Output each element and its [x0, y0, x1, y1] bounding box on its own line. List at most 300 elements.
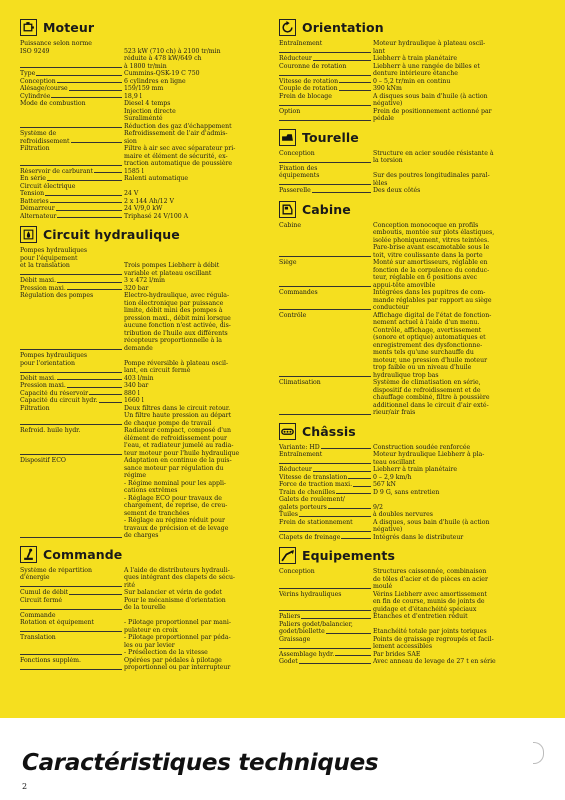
spec-row — [279, 289, 549, 312]
left-column — [20, 18, 276, 677]
engine-icon — [20, 19, 37, 36]
spec-row — [20, 183, 276, 191]
section-orientation — [279, 18, 549, 123]
spec-value: Système de climatisation en série, dispositif de refroidissement et de chauffage combiné, filtre à poussière additionnel dans le circuit d'air exté- rieur/air frais — [373, 379, 490, 416]
spec-value — [124, 40, 276, 48]
spec-row — [279, 93, 549, 108]
spec-label — [20, 397, 124, 405]
spec-label — [279, 451, 373, 466]
spec-row — [20, 382, 276, 390]
spec-value: Structure en acier soudée résistante à la torsion — [373, 149, 494, 164]
spec-value: Trois pompes Liebherr à débit variable et plateau oscillant — [124, 262, 220, 277]
spec-label — [20, 183, 124, 191]
spec-label — [279, 222, 373, 260]
spec-row — [20, 190, 276, 198]
spec-label — [20, 405, 124, 428]
spec-row — [20, 589, 276, 597]
spec-value: Liebherr à une rangée de billes et denture intérieure étanche — [373, 62, 480, 77]
spec-label — [20, 70, 124, 78]
spec-value: 880 l — [124, 389, 140, 397]
spec-value: A l'aide de distributeurs hydrauli- ques intégrant des clapets de sécu- rité — [124, 566, 236, 589]
spec-label-text: Conception — [20, 77, 56, 85]
section-cabine — [279, 200, 549, 417]
spec-value: 340 bar — [124, 382, 149, 389]
spec-value: 2 x 144 Ah/12 V — [124, 197, 174, 205]
spec-label — [279, 519, 373, 534]
spec-label — [20, 93, 124, 101]
spec-label-text: Réducteur — [279, 466, 312, 473]
spec-label-text: Godet — [279, 658, 298, 665]
spec-label — [20, 619, 124, 634]
spec-label — [20, 612, 124, 620]
spec-label-text: Frein de blocage — [279, 92, 332, 100]
spec-label-text: Dispositif ECO — [20, 457, 67, 464]
spec-label — [279, 496, 373, 511]
spec-value: Moteur hydraulique Liebherr à pla- teau oscillant — [373, 451, 485, 466]
spec-label-text: Vitesse de rotation — [279, 77, 339, 85]
page-title: Caractéristiques techniques — [22, 750, 379, 776]
spec-value: Points de graissage regroupés et facil- lement accessibles — [373, 635, 494, 650]
spec-label-text: Cabine — [279, 221, 302, 229]
spec-value: A disques, sous bain d'huile (à action négative) — [373, 518, 490, 533]
section-moteur — [20, 18, 276, 220]
spec-label — [20, 190, 124, 198]
spec-label — [279, 187, 373, 195]
spec-label — [279, 93, 373, 108]
spec-label — [279, 613, 373, 621]
spec-label-text: Variante: HD — [279, 443, 320, 451]
section-header — [279, 128, 549, 147]
spec-label-text: Commande — [20, 611, 56, 619]
spec-label — [279, 658, 373, 666]
spec-label — [279, 474, 373, 482]
spec-value: 24 V/9,0 kW — [124, 205, 163, 212]
section-title: Equipements — [302, 548, 396, 563]
spec-label-text: Filtration — [20, 145, 50, 152]
spec-label — [20, 175, 124, 183]
spec-label — [20, 589, 124, 597]
cab-icon — [279, 201, 296, 218]
spec-label — [279, 289, 373, 312]
spec-label — [20, 427, 124, 457]
spec-row — [20, 247, 276, 277]
spec-value: 523 kW (710 ch) à 2100 tr/min réduite à 478 kW/649 ch à 1800 tr/min — [124, 47, 221, 70]
spec-label — [20, 168, 124, 176]
spec-label — [279, 150, 373, 165]
section-chassis — [279, 422, 549, 542]
spec-label — [20, 213, 124, 221]
spec-value: 18,9 l — [124, 92, 142, 100]
spec-label-text: Conception — [279, 568, 315, 575]
spec-label-text: ISO 9249 — [20, 47, 50, 55]
section-header — [20, 18, 276, 37]
spec-row — [279, 489, 549, 497]
section-commande — [20, 545, 276, 672]
spec-value: D 9 G, sans entretien — [373, 488, 440, 496]
spec-label — [20, 198, 124, 206]
spec-row — [279, 519, 549, 534]
spec-label — [279, 651, 373, 659]
spec-label-text: Pompes hydrauliques pour l'orientation — [20, 352, 88, 367]
spec-value: 6 cylindres en ligne — [124, 77, 186, 85]
section-equipements — [279, 546, 549, 666]
spec-label — [279, 636, 373, 651]
section-header — [279, 200, 549, 219]
excavator-arm-icon — [279, 547, 296, 564]
crawler-track-icon — [279, 423, 296, 440]
spec-row — [20, 175, 276, 183]
spec-label — [20, 382, 124, 390]
spec-row — [20, 619, 276, 634]
section-header — [279, 422, 549, 441]
spec-label — [279, 568, 373, 591]
spec-label-text: Type — [20, 70, 36, 77]
spec-label-text: Vérins hydrauliques — [279, 590, 342, 598]
spec-value: A disques sous bain d'huile (à action négative) — [373, 92, 488, 107]
spec-label-text: Assemblage hydr. — [279, 650, 335, 658]
spec-row — [20, 457, 276, 540]
section-title: Commande — [43, 546, 123, 562]
spec-label-text: Train de chenilles — [279, 488, 336, 496]
spec-label — [279, 63, 373, 78]
spec-value: Conception monocoque en profils emboutis, montée sur plots élastiques, isolée phoniquement, vitres teintées. Pare-brise avant escamotable sous le toit, vitre coulissante dans la porte — [373, 221, 495, 259]
spec-label-text: Circuit fermé — [20, 596, 62, 604]
spec-label-text: Régulation des pompes — [20, 292, 94, 299]
spec-value: Intégrées dans les pupitres de com- mande réglables par rapport au siège conducteur — [373, 289, 492, 311]
spec-value: à doubles nervures — [373, 511, 433, 518]
spec-label — [20, 285, 124, 293]
spec-row — [279, 481, 549, 489]
spec-label — [279, 591, 373, 614]
spec-label-text: Contrôle — [279, 311, 307, 319]
spec-label — [20, 130, 124, 145]
spec-value: Etanchéité totale par joints toriques — [373, 628, 487, 635]
spec-label-text: Passerelle — [279, 187, 311, 194]
spec-label — [279, 55, 373, 63]
spec-row — [20, 145, 276, 168]
spec-label — [20, 40, 124, 48]
spec-value: Structures caissonnée, combinaison de tôles d'acier et de pièces en acier moulé — [373, 568, 488, 590]
spec-label-text: Galets de roulement/ galets porteurs — [279, 496, 345, 511]
spec-label — [279, 466, 373, 474]
spec-label — [279, 621, 373, 636]
spec-value: Adaptation en continue de la puis- sance moteur par régulation du régime - Régime nominal pour les appli- cations extrêmes - Réglage ECO pour travaux de chargement, de reprise, de creu- sement de tranchées - Réglage au régime réduit pour travaux de précision et de levage de charges — [124, 457, 232, 539]
spec-row — [279, 55, 549, 63]
spec-row — [20, 205, 276, 213]
spec-label — [279, 40, 373, 55]
spec-row — [279, 444, 549, 452]
spec-label-text: Débit maxi. — [20, 374, 57, 382]
spec-label-text: Option — [279, 107, 301, 115]
spec-value: 24 V — [124, 190, 139, 197]
spec-label-text: Tuiles — [279, 511, 298, 518]
spec-value: Pour le mécanisme d'orientation de la tourelle — [124, 596, 226, 611]
spec-value: Des deux côtés — [373, 187, 421, 194]
spec-row — [279, 496, 549, 511]
spec-row — [20, 597, 276, 612]
spec-row — [20, 168, 276, 176]
spec-label-text: Capacité du circuit hydr. — [20, 397, 98, 404]
spec-label — [279, 379, 373, 417]
spec-row — [279, 312, 549, 380]
spec-label — [20, 145, 124, 168]
spec-value: Monté sur amortisseurs, réglable en fonction de la corpulence du conduc- teur, réglable en 6 positions avec appui-tête amovible — [373, 259, 490, 289]
spec-row — [279, 651, 549, 659]
spec-label-text: Batteries — [20, 197, 49, 205]
spec-label-text: Climatisation — [279, 379, 321, 386]
spec-row — [279, 451, 549, 466]
spec-value: - Pilotage proportionnel par péda- les ou par levier - Présélection de la vitesse — [124, 634, 231, 656]
spec-label-text: Pression maxi. — [20, 284, 66, 292]
spec-value: Affichage digital de l'état de fonction- nement actuel à l'aide d'un menu. Contrôle, affichage, avertissement (sonore et optique) automatiques et enregistrement des dysfonctionne- ments tels qu'une surchauffe du moteur, une pression d'huile moteur trop faible ou un niveau d'huile hydraulique trop bas — [373, 311, 492, 379]
spec-value: Ralenti automatique — [124, 175, 189, 182]
spec-value: 1585 l — [124, 167, 144, 175]
spec-value: Sur balancier et vérin de godet — [124, 589, 223, 596]
spec-label-text: Pression maxi. — [20, 382, 66, 389]
spec-row — [279, 63, 549, 78]
spec-row — [279, 658, 549, 666]
spec-label — [20, 375, 124, 383]
section-title: Cabine — [302, 201, 351, 217]
spec-value: 320 bar — [124, 284, 149, 292]
spec-label-text: Capacité du réservoir — [20, 389, 89, 397]
page-number: 2 — [22, 782, 28, 791]
rotation-icon — [279, 19, 296, 36]
section-title: Châssis — [302, 423, 356, 439]
spec-label-text: Commandes — [279, 289, 318, 296]
spec-row — [20, 427, 276, 457]
spec-row — [20, 567, 276, 590]
spec-label-text: Couple de rotation — [279, 85, 338, 92]
spec-label — [20, 85, 124, 93]
spec-row — [20, 100, 276, 130]
spec-label-text: Puissance selon norme — [20, 40, 92, 47]
section-header — [20, 545, 276, 564]
spec-row — [279, 222, 549, 260]
spec-label-text: Alésage/course — [20, 85, 68, 92]
spec-row — [20, 85, 276, 93]
spec-row — [279, 379, 549, 417]
spec-label — [20, 247, 124, 277]
spec-label — [279, 78, 373, 86]
spec-row — [279, 591, 549, 614]
section-title: Orientation — [302, 20, 384, 35]
spec-value: Triphasé 24 V/100 A — [124, 212, 189, 220]
spec-label — [20, 390, 124, 398]
spec-value: Intégrés dans le distributeur — [373, 533, 464, 541]
spec-label — [20, 205, 124, 213]
spec-value: Radiateur compact, composé d'un élément de refroidissement pour l'eau, et radiateur jumelé au radia- teur moteur pour l'huile hydraulique — [124, 427, 240, 457]
spec-label — [20, 597, 124, 612]
spec-value: 1660 l — [124, 397, 144, 404]
spec-row — [20, 292, 276, 352]
spec-label-text: Conception — [279, 149, 315, 157]
spec-row — [20, 405, 276, 428]
spec-label — [20, 634, 124, 657]
spec-label — [279, 312, 373, 380]
spec-value — [124, 612, 276, 620]
section-circuit-hydraulique — [20, 225, 276, 540]
spec-label-text: Fixation des équipements — [279, 164, 320, 179]
spec-label — [20, 352, 124, 375]
spec-row — [279, 187, 549, 195]
section-title: Circuit hydraulique — [43, 227, 180, 242]
spec-value: Electro-hydraulique, avec régula- tion électronique par puissance limite, débit mini des pompes à pression maxi., débit mini lorsque aucune fonction n'est activée, dis- tribution de l'huile aux différents récepteurs proportionnelle à la demande — [124, 292, 231, 352]
spec-label-text: Mode de combustion — [20, 100, 86, 107]
spec-label-text: Rotation et équipement — [20, 619, 95, 626]
spec-label-text: Vitesse de translation — [279, 473, 348, 481]
spec-value: Sur des poutres longitudinales paral- lèles — [373, 172, 490, 187]
spec-label-text: Force de traction maxi. — [279, 481, 353, 488]
spec-value: 0 – 5,2 tr/min en continu — [373, 77, 451, 85]
spec-label-text: Frein de stationnement — [279, 518, 353, 526]
spec-row — [20, 285, 276, 293]
spec-row — [20, 48, 276, 71]
spec-label — [279, 534, 373, 542]
spec-row — [20, 390, 276, 398]
spec-label-text: Pompes hydrauliques pour l'équipement et la translation — [20, 247, 88, 269]
spec-row — [279, 466, 549, 474]
spec-value: Deux filtres dans le circuit retour. Un filtre haute pression au départ de chaque pompe de travail — [124, 404, 232, 427]
right-column — [279, 18, 549, 671]
spec-label — [279, 108, 373, 123]
spec-row — [20, 657, 276, 672]
spec-value: Filtre à air sec avec séparateur pri- maire et élément de sécurité, ex- traction automatique de poussière — [124, 145, 236, 167]
spec-row — [279, 108, 549, 123]
spec-label-text: Refroid. huile hydr. — [20, 427, 81, 434]
joystick-icon — [20, 546, 37, 563]
spec-value: 0 – 2,9 km/h — [373, 473, 412, 481]
spec-label — [20, 78, 124, 86]
spec-label — [279, 259, 373, 289]
spec-row — [279, 511, 549, 519]
spec-row — [279, 621, 549, 636]
spec-value: 9/2 — [373, 503, 383, 511]
section-title: Tourelle — [302, 129, 359, 145]
hydraulic-icon — [20, 226, 37, 243]
section-title: Moteur — [43, 20, 95, 35]
spec-row — [20, 612, 276, 620]
section-header — [279, 546, 549, 565]
spec-value: Frein de positionnement actionné par pédale — [373, 107, 492, 122]
spec-label — [20, 277, 124, 285]
spec-label-text: Tension — [20, 190, 45, 197]
spec-label-text: Siège — [279, 259, 297, 266]
spec-row — [279, 613, 549, 621]
spec-row — [279, 636, 549, 651]
spec-row — [20, 130, 276, 145]
spec-label-text: Circuit électrique — [20, 182, 76, 190]
spec-value: - Pilotage proportionnel par mani- pulateur en croix — [124, 619, 231, 634]
spec-value: 567 kN — [373, 481, 396, 488]
spec-row — [20, 634, 276, 657]
spec-value: 3 x 472 l/min — [124, 277, 166, 284]
spec-label — [20, 567, 124, 590]
spec-value: Construction soudée renforcée — [373, 443, 471, 451]
spec-row — [279, 165, 549, 188]
spec-row — [20, 198, 276, 206]
spec-label-text: Entraînement — [279, 451, 323, 458]
spec-row — [279, 474, 549, 482]
spec-label-text: Système de refroidissement — [20, 130, 70, 145]
spec-row — [279, 259, 549, 289]
spec-row — [20, 375, 276, 383]
spec-value: Par brides SAE — [373, 650, 421, 658]
spec-value: Refroidissement de l'air d'admis- sion — [124, 130, 228, 145]
spec-value: Vérins Liebherr avec amortissement en fin de course, munis de joints de guidage et d'étanchéité spéciaux — [373, 590, 487, 613]
spec-row — [20, 70, 276, 78]
spec-value: 403 l/min — [124, 374, 154, 382]
spec-label-text: Filtration — [20, 404, 50, 412]
spec-value: 390 kNm — [373, 85, 402, 92]
spec-row — [279, 40, 549, 55]
spec-value: Cummins-QSK-19 C 750 — [124, 70, 200, 77]
spec-row — [279, 78, 549, 86]
spec-row — [20, 78, 276, 86]
upper-carriage-icon — [279, 129, 296, 146]
spec-label-text: Paliers godet/balancier, godet/biellette — [279, 620, 353, 635]
spec-label-text: Fonctions supplém. — [20, 656, 82, 664]
spec-row — [20, 40, 276, 48]
spec-value: Diesel 4 temps Injection directe Suraliménté Réduction des gaz d'échappement — [124, 100, 232, 130]
spec-label-text: Entraînement — [279, 40, 323, 47]
spec-value: Pompe réversible à plateau oscil- lant, en circuit fermé — [124, 359, 229, 374]
spec-value: 159/159 mm — [124, 85, 164, 92]
spec-label-text: Translation — [20, 634, 56, 641]
spec-value: Opérées par pédales à pilotage proportionnel ou par interrupteur — [124, 656, 231, 671]
spec-row — [20, 93, 276, 101]
spec-label — [279, 165, 373, 188]
spec-label-text: Cumul de débit — [20, 589, 69, 596]
spec-label-text: Graissage — [279, 635, 311, 643]
spec-label-text: Réducteur — [279, 55, 312, 62]
binder-hole-mark — [533, 742, 544, 764]
spec-value: Liebherr à train planétaire — [373, 55, 458, 62]
spec-label-text: Paliers — [279, 613, 301, 620]
spec-row — [279, 568, 549, 591]
spec-value: Liebherr à train planétaire — [373, 466, 458, 473]
spec-label-text: En série — [20, 175, 46, 182]
spec-row — [20, 213, 276, 221]
spec-label — [20, 457, 124, 540]
spec-value: Moteur hydraulique à plateau oscil- lant — [373, 40, 486, 55]
spec-row — [279, 534, 549, 542]
spec-row — [20, 277, 276, 285]
section-tourelle — [279, 128, 549, 195]
spec-value: Avec anneau de levage de 27 t en série — [373, 658, 496, 665]
spec-label-text: Démarreur — [20, 205, 55, 212]
spec-label — [20, 292, 124, 352]
spec-value: Etanches et d'entretien réduit — [373, 613, 468, 620]
spec-row — [279, 150, 549, 165]
spec-label — [20, 48, 124, 71]
spec-label-text: Clapets de freinage — [279, 533, 341, 541]
spec-label-text: Système de répartition d'énergie — [20, 566, 93, 581]
spec-label-text: Cylindrée — [20, 92, 51, 100]
section-header — [20, 225, 276, 244]
spec-value — [124, 183, 276, 191]
spec-row — [279, 85, 549, 93]
spec-label — [20, 657, 124, 672]
section-header — [279, 18, 549, 37]
spec-label — [279, 444, 373, 452]
spec-row — [20, 397, 276, 405]
spec-label — [279, 85, 373, 93]
spec-label-text: Débit maxi. — [20, 277, 57, 284]
spec-label — [279, 511, 373, 519]
spec-row — [20, 352, 276, 375]
spec-label-text: Couronne de rotation — [279, 62, 347, 70]
